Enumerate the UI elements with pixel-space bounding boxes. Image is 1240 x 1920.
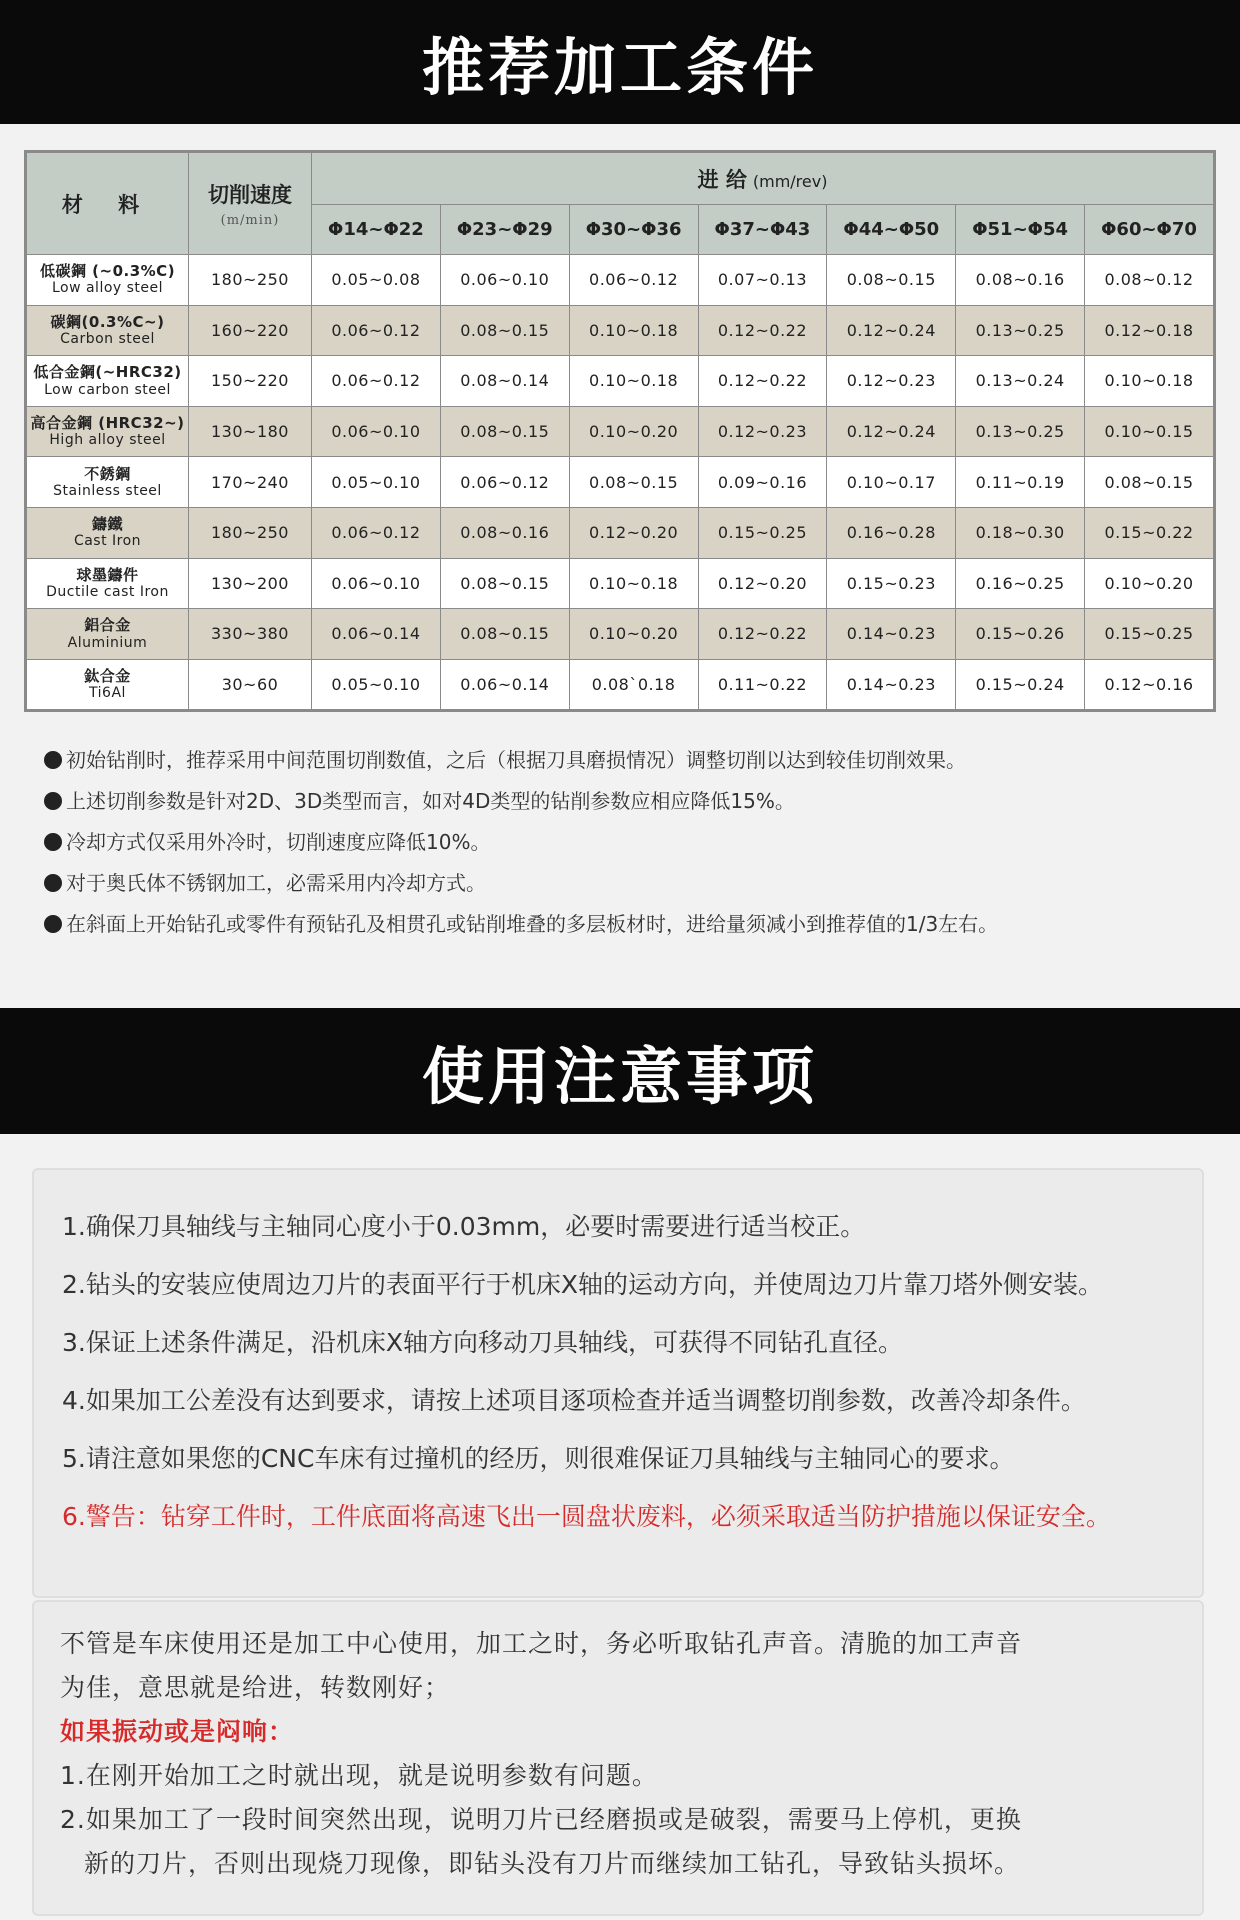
feed-cell: 0.08~0.15 [1085,457,1214,508]
material-name-en: Carbon steel [60,330,155,347]
feed-cell: 0.14~0.23 [827,659,956,710]
speed-cell: 170~240 [189,457,312,508]
feed-cell: 0.15~0.25 [1085,609,1214,660]
feed-cell: 0.12~0.24 [827,406,956,457]
precaution-item: 4.如果加工公差没有达到要求，请按上述项目逐项检查并适当调整切削参数，改善冷却条件。 [62,1386,1086,1415]
material-name-en: Low alloy steel [51,280,164,297]
feed-cell: 0.10~0.20 [569,406,698,457]
header-speed-label: 切削速度 [208,183,292,207]
material-name-en: Ti6Al [89,685,126,702]
note-text: 在斜面上开始钻孔或零件有预钻孔及相贯孔或钻削堆叠的多层板材时，进给量须减小到推荐值的1/3左右。 [66,912,999,936]
material-name-zh: 球墨鑄件 [76,565,139,584]
feed-cell: 0.18~0.30 [956,507,1085,558]
feed-cell: 0.12~0.22 [698,305,827,356]
precaution-item: 1.确保刀具轴线与主轴同心度小于0.03mm，必要时需要进行适当校正。 [62,1212,866,1241]
feed-cell: 0.12~0.23 [827,356,956,407]
material-name-en: Ductile cast Iron [46,583,169,600]
note-text: 对于奥氏体不锈钢加工，必需采用内冷却方式。 [66,871,486,895]
table-row [27,659,1214,710]
feed-cell: 0.12~0.20 [569,507,698,558]
feed-cell: 0.11~0.22 [698,659,827,710]
feed-cell: 0.08~0.12 [1085,255,1214,306]
material-cell [27,305,189,356]
section-title: 推荐加工条件 [421,30,818,104]
header-diameter-range: Φ44~Φ50 [827,205,956,255]
table-row [27,356,1214,407]
material-name-zh: 不銹鋼 [84,464,131,483]
feed-cell: 0.11~0.19 [956,457,1085,508]
feed-cell: 0.10~0.18 [1085,356,1214,407]
feed-cell: 0.08~0.14 [440,356,569,407]
bullet-icon [44,792,62,810]
feed-cell: 0.13~0.25 [956,305,1085,356]
material-name-zh: 鑄鐵 [91,515,123,534]
note-text: 上述切削参数是针对2D、3D类型而言，如对4D类型的钻削参数应相应降低15%。 [66,789,795,813]
speed-cell: 30~60 [189,659,312,710]
warning-item: 6.警告：钻穿工件时，工件底面将高速飞出一圆盘状废料，必须采取适当防护措施以保证安全。 [62,1502,1111,1531]
feed-cell: 0.10~0.20 [1085,558,1214,609]
precaution-item: 3.保证上述条件满足，沿机床X轴方向移动刀具轴线，可获得不同钻孔直径。 [62,1328,903,1357]
feed-cell: 0.06~0.14 [312,609,441,660]
sound-intro-line: 为佳，意思就是给进，转数刚好； [60,1673,451,1702]
material-name-en: Cast Iron [73,533,142,550]
header-diameter-range: Φ37~Φ43 [698,205,827,255]
note-text: 初始钻削时，推荐采用中间范围切削数值，之后（根据刀具磨损情况）调整切削以达到较佳切削效果。 [66,748,966,772]
note-item [44,904,1204,945]
feed-cell: 0.05~0.08 [312,255,441,306]
speed-cell: 180~250 [189,255,312,306]
table-row [27,609,1214,660]
feed-cell: 0.07~0.13 [698,255,827,306]
feed-cell: 0.15~0.24 [956,659,1085,710]
feed-cell: 0.09~0.16 [698,457,827,508]
material-name-zh: 高合金鋼 (HRC32~) [30,413,185,432]
feed-cell: 0.12~0.18 [1085,305,1214,356]
feed-cell: 0.06~0.12 [440,457,569,508]
feed-cell: 0.12~0.24 [827,305,956,356]
cutting-conditions-table [24,150,1216,712]
material-cell [27,457,189,508]
sound-point: 2.如果加工了一段时间突然出现，说明刀片已经磨损或是破裂，需要马上停机，更换 [60,1805,1022,1834]
header-diameter-range: Φ14~Φ22 [312,205,441,255]
sound-point-continued: 新的刀片，否则出现烧刀现像，即钻头没有刀片而继续加工钻孔，导致钻头损坏。 [84,1849,1021,1878]
header-diameter-range: Φ60~Φ70 [1085,205,1214,255]
header-feed-label: 进 给 [697,167,747,192]
feed-cell: 0.08~0.15 [440,609,569,660]
material-name-zh: 碳鋼(0.3%C~) [50,312,165,331]
feed-cell: 0.15~0.26 [956,609,1085,660]
material-name-en: High alloy steel [49,432,166,449]
material-name-zh: 低合金鋼(~HRC32) [33,363,182,382]
speed-cell: 130~200 [189,558,312,609]
feed-cell: 0.10~0.15 [1085,406,1214,457]
speed-cell: 180~250 [189,507,312,558]
sound-tips-box [32,1600,1204,1916]
feed-cell: 0.06~0.12 [312,305,441,356]
feed-cell: 0.06~0.14 [440,659,569,710]
header-feed-unit: (mm/rev) [752,171,828,191]
feed-cell: 0.08~0.15 [440,558,569,609]
header-diameter-range: Φ51~Φ54 [956,205,1085,255]
precaution-item: 5.请注意如果您的CNC车床有过撞机的经历，则很难保证刀具轴线与主轴同心的要求。 [62,1444,1015,1473]
header-diameter-range: Φ30~Φ36 [569,205,698,255]
feed-cell: 0.15~0.23 [827,558,956,609]
feed-cell: 0.06~0.12 [312,507,441,558]
table-row [27,457,1214,508]
material-cell [27,356,189,407]
speed-cell: 330~380 [189,609,312,660]
feed-cell: 0.12~0.22 [698,609,827,660]
feed-cell: 0.12~0.23 [698,406,827,457]
material-name-zh: 低碳鋼 (~0.3%C) [39,262,176,281]
material-name-en: Low carbon steel [44,381,171,398]
sound-intro-line: 不管是车床使用还是加工中心使用，加工之时，务必听取钻孔声音。清脆的加工声音 [60,1629,1023,1658]
bullet-icon [44,833,62,851]
feed-cell: 0.08~0.16 [440,507,569,558]
note-item [44,863,1204,904]
note-item [44,781,1204,822]
feed-cell: 0.13~0.25 [956,406,1085,457]
notes-list [44,740,1204,945]
feed-cell: 0.06~0.12 [312,356,441,407]
section-banner-precautions [0,1008,1240,1134]
note-item [44,822,1204,863]
feed-cell: 0.06~0.10 [312,406,441,457]
note-text: 冷却方式仅采用外冷时，切削速度应降低10%。 [66,830,491,854]
feed-cell: 0.10~0.18 [569,558,698,609]
table-row [27,406,1214,457]
bullet-icon [44,751,62,769]
section-banner-conditions [0,0,1240,124]
feed-cell: 0.06~0.12 [569,255,698,306]
feed-cell: 0.10~0.18 [569,305,698,356]
material-cell [27,406,189,457]
feed-cell: 0.10~0.17 [827,457,956,508]
bullet-icon [44,915,62,933]
feed-cell: 0.14~0.23 [827,609,956,660]
speed-cell: 150~220 [189,356,312,407]
material-cell [27,558,189,609]
speed-cell: 160~220 [189,305,312,356]
vibration-heading: 如果振动或是闷响： [60,1717,295,1746]
feed-cell: 0.08~0.15 [440,406,569,457]
feed-cell: 0.13~0.24 [956,356,1085,407]
feed-cell: 0.08~0.15 [827,255,956,306]
table-row [27,255,1214,306]
feed-cell: 0.16~0.25 [956,558,1085,609]
feed-cell: 0.08~0.15 [440,305,569,356]
material-name-zh: 鋁合金 [84,616,131,635]
feed-cell: 0.12~0.16 [1085,659,1214,710]
note-item [44,740,1204,781]
table-row [27,305,1214,356]
header-speed [189,153,312,255]
bullet-icon [44,874,62,892]
header-speed-unit: (m/min) [220,213,280,228]
feed-cell: 0.06~0.10 [312,558,441,609]
sound-point: 1.在刚开始加工之时就出现，就是说明参数有问题。 [60,1761,658,1790]
feed-cell: 0.06~0.10 [440,255,569,306]
material-name-en: Aluminium [67,634,148,651]
feed-cell: 0.08~0.15 [569,457,698,508]
feed-cell: 0.08~0.16 [956,255,1085,306]
feed-cell: 0.08`0.18 [569,659,698,710]
feed-cell: 0.10~0.18 [569,356,698,407]
table-row [27,507,1214,558]
material-name-en: Stainless steel [53,482,162,499]
header-material: 材 料 [27,153,189,255]
table-row [27,558,1214,609]
precautions-box [32,1168,1204,1598]
feed-cell: 0.15~0.25 [698,507,827,558]
feed-cell: 0.12~0.20 [698,558,827,609]
feed-cell: 0.05~0.10 [312,659,441,710]
feed-cell: 0.10~0.20 [569,609,698,660]
header-feed [312,153,1214,205]
material-cell [27,609,189,660]
feed-cell: 0.15~0.22 [1085,507,1214,558]
material-name-zh: 鈦合金 [84,666,131,685]
feed-cell: 0.16~0.28 [827,507,956,558]
feed-cell: 0.05~0.10 [312,457,441,508]
header-diameter-range: Φ23~Φ29 [440,205,569,255]
precaution-item: 2.钻头的安装应使周边刀片的表面平行于机床X轴的运动方向，并使周边刀片靠刀塔外侧安装。 [62,1270,1103,1299]
material-cell [27,255,189,306]
material-cell [27,659,189,710]
material-cell [27,507,189,558]
section-title: 使用注意事项 [421,1039,818,1113]
feed-cell: 0.12~0.22 [698,356,827,407]
speed-cell: 130~180 [189,406,312,457]
